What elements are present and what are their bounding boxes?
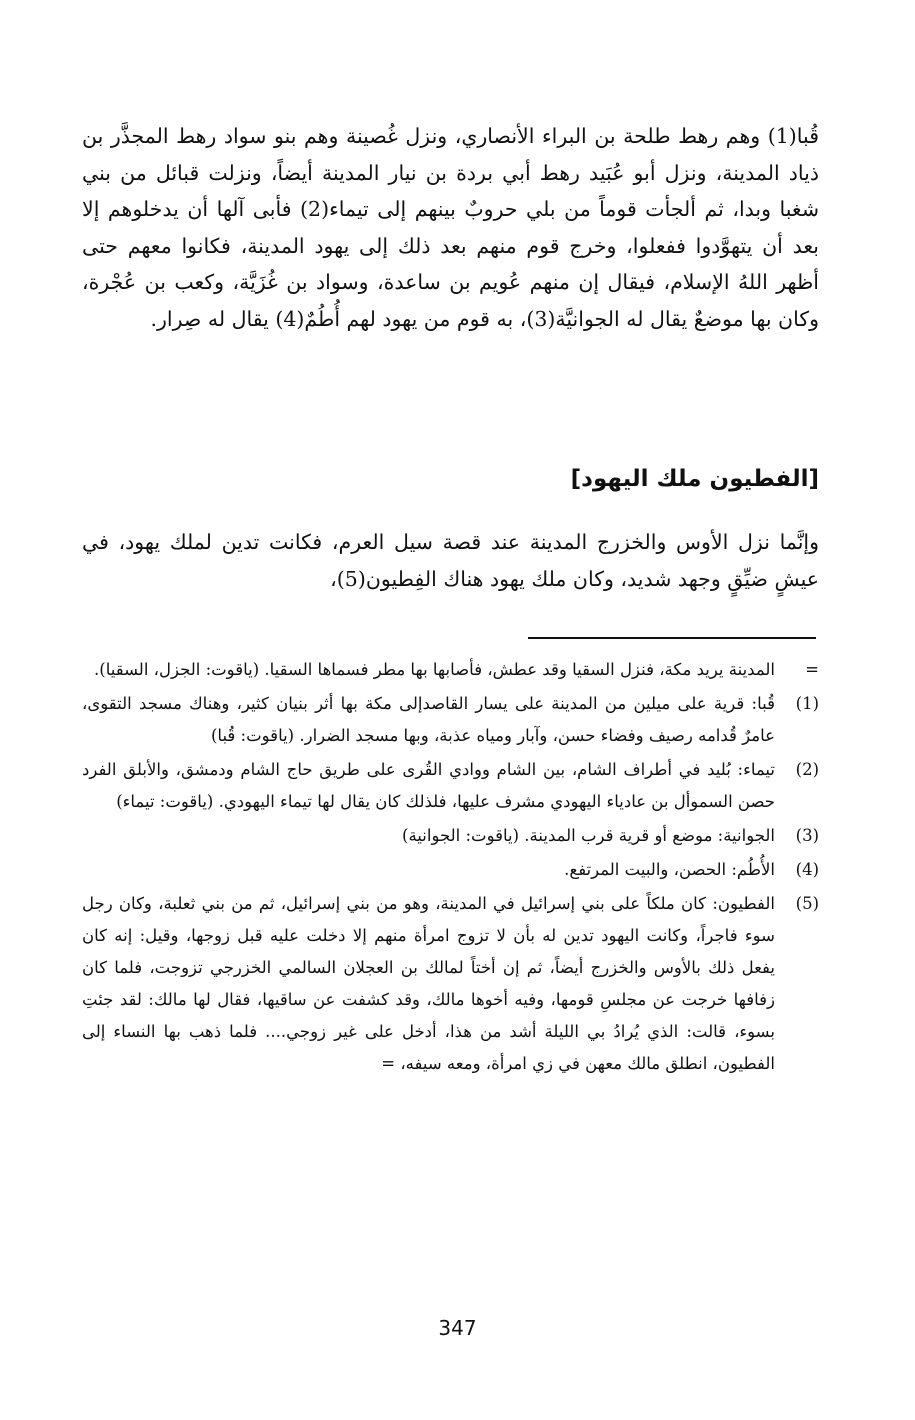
footnote-text: تيماء: بُليد في أطراف الشام، بين الشام ووادي القُرى على طريق حاج الشام ودمشق، والأبلق الفرد حصن السموأل بن عادياء اليهودي مشرف عليها، فلذلك كان يقال لها تيماء اليهودي. (ياقوت: تيماء) [82, 760, 775, 811]
footnote-marker: (2) [795, 760, 819, 779]
main-paragraph: قُبا(1) وهم رهط طلحة بن البراء الأنصاري، ونزل غُصينة وهم بنو سواد رهط المجذَّر بن ذياد المدينة، ونزل أبو عُبَيد رهط أبي بردة بن نيار المدينة أيضاً، ونزلت قبائل من بني شغبا وبدا، ثم ألجأت قوماً من بلي حروبٌ بينهم إلى تيماء(2) فأبى آلها أن يدخلوهم إلا بعد أن يتهوَّدوا ففعلوا، وخرج قوم منهم بعد ذلك إلى يهود المدينة، فكانوا معهم حتى أظهر اللهُ الإسلام، فيقال إن منهم عُويم بن ساعدة، وسواد بن غُزَيَّة، وكعب بن عُجْرة، وكان بها موضعٌ يقال له الجوانيَّة(3)، به قوم من يهود لهم أُطُمٌ(4) يقال له صِرار. [82, 124, 819, 331]
main-text [82, 118, 819, 337]
footnote-5 [82, 888, 819, 1080]
section-paragraph: وإنَّما نزل الأوس والخزرج المدينة عند قصة سيل العرم، فكانت تدين لملك يهود، في عيشٍ ضيِّقٍ وجهد شديد، وكان ملك يهود هناك الفِطيون(5)، [82, 530, 819, 591]
footnote-text: الفطيون: كان ملكاً على بني إسرائيل في المدينة، وهو من بني إسرائيل، ثم من بني ثعلبة، وكان رجل سوء فاجراً، وكانت اليهود تدين له بأن لا تزوج امرأة منهم إلا دخلت عليه قبل زوجها، وقيل: إنه كان يفعل ذلك بالأوس والخزرج أيضاً، ثم إن أختاً لمالك بن العجلان السالمي الخزرجي تزوجت، فلما كان زفافها خرجت عن مجلسِ قومها، وفيه أخوها مالك، وقد كشفت عن ساقيها، فقال لها مالك: لقد جئتِ بسوء، قالت: الذي يُرادُ بي الليلة أشد من هذا، أدخل على غير زوجي.... فلما ذهب بها النساء إلى الفطيون، انطلق مالك معهن في زي امرأة، ومعه سيفه، = [82, 894, 775, 1073]
footnote-marker: (1) [795, 694, 819, 713]
footnote-text: الجوانية: موضع أو قرية قرب المدينة. (ياقوت: الجوانية) [402, 826, 775, 845]
footnote-text: الأُطُم: الحصن، والبيت المرتفع. [564, 860, 775, 879]
footnote-3 [82, 820, 819, 852]
footnote-continuation [82, 654, 819, 686]
footnotes [82, 654, 819, 1082]
section-heading: [الفطيون ملك اليهود] [570, 466, 819, 492]
section-text [82, 524, 819, 597]
footnote-marker: (5) [795, 894, 819, 913]
footnote-text: المدينة يريد مكة، فنزل السقيا وقد عطش، فأصابها بها مطر فسماها السقيا. (ياقوت: الجزل، السقيا). [94, 660, 775, 679]
footnote-marker: = [805, 660, 819, 679]
footnote-text: قُبا: قرية على ميلين من المدينة على يسار القاصدإلى مكة بها أثر بنيان كثير، وهناك مسجد التقوى، عامرٌ قُدامه رصيف وفضاء حسن، وآبار ومياه عذبة، وبها مسجد الضرار. (ياقوت: قُبا) [82, 694, 775, 745]
footnote-4 [82, 854, 819, 886]
footnote-marker: (3) [795, 826, 819, 845]
footnote-divider [528, 637, 816, 639]
footnote-marker: (4) [795, 860, 819, 879]
page-number: 347 [438, 1316, 477, 1340]
footnote-2 [82, 754, 819, 818]
footnote-1 [82, 688, 819, 752]
